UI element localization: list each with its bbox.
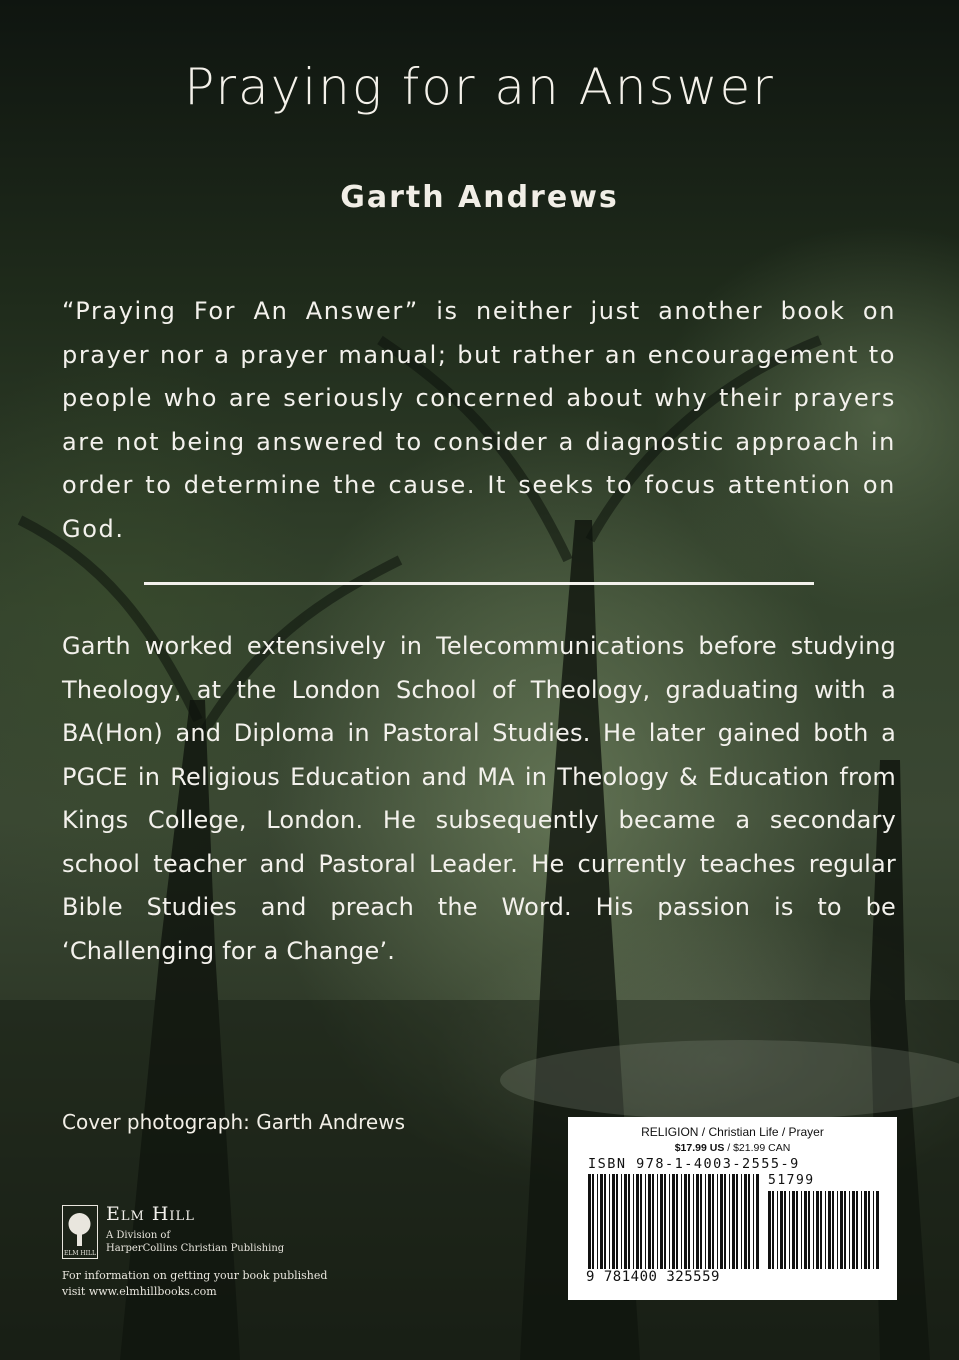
price-us: $17.99 US xyxy=(674,1142,725,1154)
publishing-info-line-1: For information on getting your book published xyxy=(62,1269,328,1282)
elm-hill-logo xyxy=(62,1205,98,1259)
publisher-name: Elm Hill xyxy=(106,1203,195,1225)
book-title: Praying for an Answer xyxy=(184,58,775,116)
photo-credit: Cover photograph: Garth Andrews xyxy=(62,1110,406,1134)
isbn-barcode xyxy=(588,1174,759,1269)
publisher-division xyxy=(106,1229,284,1255)
division-line-2: HarperCollins Christian Publishing xyxy=(106,1243,285,1254)
price-can: / $21.99 CAN xyxy=(727,1142,791,1154)
isbn-text: ISBN 978-1-4003-2555-9 xyxy=(588,1156,800,1172)
logo-text: ELM HILL xyxy=(64,1250,96,1257)
tree-icon xyxy=(63,1206,97,1258)
book-description: “Praying For An Answer” is neither just another book on prayer nor a prayer manual; but rather an encouragement to people who are seriously concerned about why their prayers are not being answered to consider a diagnostic approach in order to determine the cause. It seeks to focus attention on God. xyxy=(62,297,896,543)
divider-line xyxy=(144,582,814,585)
publishing-info xyxy=(62,1268,327,1300)
author-name: Garth Andrews xyxy=(340,180,619,215)
barcode-panel xyxy=(568,1117,897,1300)
addon-number: 51799 xyxy=(768,1173,815,1188)
publishing-info-url: visit www.elmhillbooks.com xyxy=(62,1285,217,1298)
author-bio: Garth worked extensively in Telecommunications before studying Theology, at the London School of Theology, graduating with a BA(Hon) and Diploma in Pastoral Studies. He later gained both a PGCE in Religious Education and MA in Theology & Education from Kings College, London. He subsequently became a secondary school teacher and Pastoral Leader. He currently teaches regular Bible Studies and preach the Word. His passion is to be ‘Challenging for a Change’. xyxy=(62,632,896,965)
barcode-number: 9 781400 325559 xyxy=(586,1269,720,1285)
division-line-1: A Division of xyxy=(106,1230,171,1241)
bisac-category: RELIGION / Christian Life / Prayer xyxy=(641,1125,824,1139)
price-addon-barcode xyxy=(768,1191,879,1269)
